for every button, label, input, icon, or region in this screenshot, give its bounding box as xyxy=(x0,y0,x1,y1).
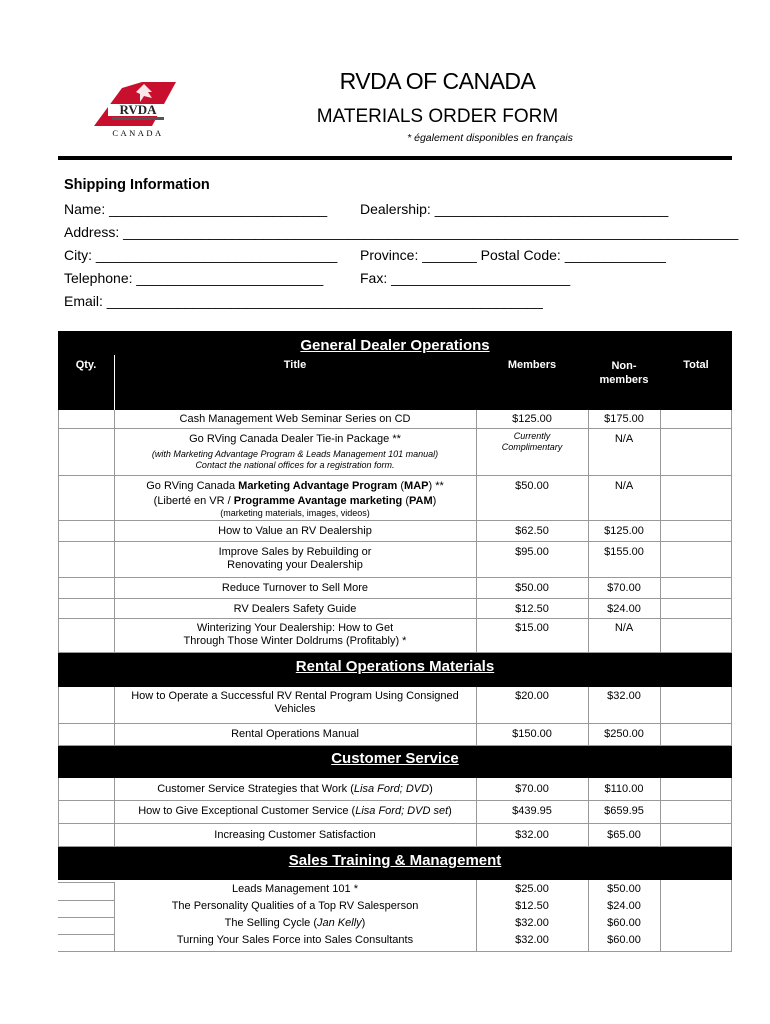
item-title: How to Value an RV Dealership xyxy=(218,525,372,537)
member-price: $25.00 xyxy=(515,883,549,895)
member-price: $15.00 xyxy=(515,622,549,634)
nonmember-price: $155.00 xyxy=(604,546,644,558)
section-customer: Customer Service xyxy=(58,746,732,778)
item-title: How to Give Exceptional Customer Service (Lisa Ford; DVD set) xyxy=(138,805,452,817)
table-row xyxy=(58,578,732,599)
nonmember-price: $60.00 xyxy=(607,934,641,946)
nonmember-price: $125.00 xyxy=(604,525,644,537)
table-row xyxy=(58,687,732,724)
order-table xyxy=(58,331,732,951)
nonmember-price: $110.00 xyxy=(604,783,644,795)
item-title-fr: (Liberté en VR / Programme Avantage marketing (PAM) xyxy=(153,495,437,507)
item-title: Turning Your Sales Force into Sales Consultants xyxy=(176,934,414,946)
item-title: The Selling Cycle (Jan Kelly) xyxy=(224,917,366,929)
item-note: (marketing materials, images, videos) xyxy=(220,508,370,518)
member-price: $62.50 xyxy=(515,525,549,537)
member-price: $50.00 xyxy=(515,480,549,492)
email-field[interactable]: Email: ________________________________________________________ xyxy=(64,293,543,309)
table-row xyxy=(58,542,732,578)
col-qty: Qty. xyxy=(75,359,97,371)
item-title: Customer Service Strategies that Work (Lisa Ford; DVD) xyxy=(157,783,433,795)
member-price: $439.95 xyxy=(512,805,552,817)
nonmember-price: $60.00 xyxy=(607,917,641,929)
item-title: Winterizing Your Dealership: How to Get Through Those Winter Doldrums (Profitably) * xyxy=(183,622,407,647)
logo-subtext: CANADA xyxy=(112,128,164,138)
member-price: $125.00 xyxy=(512,413,552,425)
telephone-field[interactable]: Telephone: ________________________ xyxy=(64,270,324,286)
item-title: Go RVing Canada Marketing Advantage Program (MAP) ** xyxy=(146,480,444,492)
col-title: Title xyxy=(283,359,307,371)
table-row xyxy=(58,724,732,746)
province-postal-field[interactable]: Province: _______ Postal Code: _____________ xyxy=(360,247,666,263)
item-note: Contact the national offices for a registration form. xyxy=(195,460,395,470)
french-note: * également disponibles en français xyxy=(407,132,573,144)
item-title: Reduce Turnover to Sell More xyxy=(221,582,369,594)
org-title: RVDA OF CANADA xyxy=(339,68,536,94)
name-field[interactable]: Name: ____________________________ xyxy=(64,201,328,217)
table-row xyxy=(58,801,732,824)
table-row xyxy=(58,599,732,619)
address-field[interactable]: Address: _______________________________________________________________________________ xyxy=(64,224,739,240)
section-sales: Sales Training & Management xyxy=(58,847,732,880)
section-general: General Dealer Operations xyxy=(58,331,732,355)
shipping-heading: Shipping Information xyxy=(64,177,210,193)
nonmember-price: $175.00 xyxy=(604,413,644,425)
nonmember-price: $32.00 xyxy=(607,690,641,702)
member-price: $50.00 xyxy=(515,582,549,594)
item-title: Go RVing Canada Dealer Tie-in Package ** xyxy=(189,433,401,445)
member-price: $12.50 xyxy=(515,900,549,912)
item-title: Leads Management 101 * xyxy=(232,883,358,895)
member-price: $12.50 xyxy=(515,603,549,615)
table-row xyxy=(58,619,732,653)
nonmember-price: $659.95 xyxy=(604,805,644,817)
item-note: (with Marketing Advantage Program & Leads Management 101 manual) xyxy=(151,449,439,459)
nonmember-price: N/A xyxy=(614,622,634,634)
nonmember-price: N/A xyxy=(614,433,634,445)
col-nonmembers: Non- members xyxy=(599,360,649,386)
table-row xyxy=(58,824,732,847)
logo-text: RVDA xyxy=(119,102,157,117)
table-row xyxy=(58,521,732,542)
member-price: Currently Complimentary xyxy=(501,431,563,452)
nonmember-price: $70.00 xyxy=(607,582,641,594)
nonmember-price: N/A xyxy=(614,480,634,492)
item-title: The Personality Qualities of a Top RV Salesperson xyxy=(171,900,419,912)
form-title: MATERIALS ORDER FORM xyxy=(316,106,559,127)
nonmember-price: $250.00 xyxy=(604,728,644,740)
nonmember-price: $24.00 xyxy=(607,900,641,912)
header-divider xyxy=(58,156,732,160)
member-price: $32.00 xyxy=(515,917,549,929)
member-price: $32.00 xyxy=(515,934,549,946)
col-total: Total xyxy=(683,359,709,371)
nonmember-price: $24.00 xyxy=(607,603,641,615)
item-title: RV Dealers Safety Guide xyxy=(233,603,357,615)
nonmember-price: $65.00 xyxy=(607,829,641,841)
member-price: $150.00 xyxy=(512,728,552,740)
table-row xyxy=(58,476,732,521)
item-title: Improve Sales by Rebuilding or Renovating your Dealership xyxy=(218,546,372,571)
city-field[interactable]: City: _______________________________ xyxy=(64,247,338,263)
sales-block xyxy=(58,880,732,951)
item-title: Increasing Customer Satisfaction xyxy=(214,829,376,841)
member-price: $32.00 xyxy=(515,829,549,841)
item-title: Cash Management Web Seminar Series on CD xyxy=(179,413,411,425)
item-title: Rental Operations Manual xyxy=(231,728,359,740)
member-price: $20.00 xyxy=(515,690,549,702)
dealership-field[interactable]: Dealership: ______________________________ xyxy=(360,201,669,217)
section-rental: Rental Operations Materials xyxy=(58,653,732,687)
column-header xyxy=(58,355,732,410)
item-title: How to Operate a Successful RV Rental Program Using Consigned Vehicles xyxy=(131,690,459,715)
member-price: $95.00 xyxy=(515,546,549,558)
nonmember-price: $50.00 xyxy=(607,883,641,895)
table-row xyxy=(58,429,732,476)
col-members: Members xyxy=(507,359,557,371)
table-row xyxy=(58,778,732,801)
table-row xyxy=(58,410,732,429)
member-price: $70.00 xyxy=(515,783,549,795)
rvda-logo xyxy=(92,80,178,140)
fax-field[interactable]: Fax: _______________________ xyxy=(360,270,571,286)
